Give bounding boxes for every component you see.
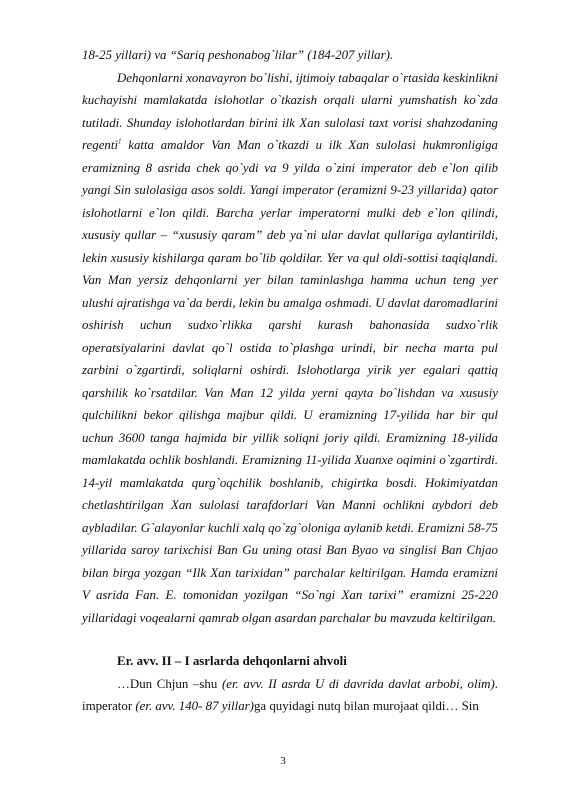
paragraph-reforms-text-a: Dehqonlarni xonavayron bo`lishi, ijtimoiy tabaqalar o`rtasida keskinlikni kuchayishi mamlakatda islohotlar o`tkazish orqali ularni yumshatish ko`zda tutiladi. Shunday islohotlardan birini ilk Xan sulolasi taxt vorisi shahzodaning regenti [82, 70, 498, 152]
paragraph-speech [82, 673, 498, 718]
speech-text-4: (er. avv. 140- 87 yillar) [135, 699, 254, 713]
speech-text-5: ga quyidagi nutq bilan murojaat qildi… Sin [253, 699, 479, 713]
body-text [82, 44, 498, 718]
section-spacer [82, 629, 498, 650]
speech-text-2: (er. avv. II asrda U di davrida davlat arbobi, olim) [221, 676, 495, 691]
top-line: 18-25 yillari) va “Sariq peshonabog`lilar” (184-207 yillar). [82, 48, 394, 62]
section-heading: Er. avv. II – I asrlarda dehqonlarni ahvoli [117, 654, 347, 668]
speech-text-3: . imperator [82, 676, 498, 713]
paragraph-reforms [82, 67, 498, 630]
footnote-marker[interactable]: 1 [118, 137, 122, 146]
paragraph-reforms-text-b: katta amaldor Van Man o`tkazdi u ilk Xan sulolasi hukmronligiga eramizning 8 asrida chek qo`ydi va 9 yilda o`zini imperator deb e`lon qilib yangi Sin sulolasiga asos soldi. Yangi imperator (eramizni 9-23 yillarida) qator islohotlarni e`lon qildi. Barcha yerlar imperatorni mulki deb e`lon qilindi, xususiy qullar – “xususiy qaram” deb ya`ni ular davlat qullariga aylantirildi, lekin xususiy kishilarga qaram bo`lib qoldilar. Yer va qul oldi-sottisi taqiqlandi. Van Man yersiz dehqonlarni yer bilan taminlashga hamma uchun teng yer ulushi ajratishga va`da berdi, lekin bu amalga oshmadi. U davlat daromadlarini oshirish uchun sudxo`rlikka qarshi kurash bahonasida sudxo`rlik operatsiyalarini davlat qo`l ostida to`plashga urindi, bir necha marta pul zarbini o`zgartirdi, soliqlarni oshirdi. Islohotlarga yirik yer egalari qattiq qarshilik ko`rsatdilar. Van Man 12 yilda yerni qayta bo`lishdan va xususiy qulchilikni bekor qilishga majbur qildi. U eramizning 17-yilida har bir qul uchun 3600 tanga hajmida bir yillik soliqni joriy qildi. Eramizning 18-yilida mamlakatda ochlik boshlandi. Eramizning 11-yilida Xuanxe oqimini o`zgartirdi. 14-yil mamlakatda qurg`oqchilik boshlanib, chigirtka bosdi. Hokimiyatdan chetlashtirilgan Xan sulolasi tarafdorlari Van Manni ochlikni aybdori deb aybladilar. G`alayonlar kuchli xalq qo`zg`oloniga aylanib ketdi. Eramizni 58-75 yillarida saroy tarixchisi Ban Gu uning otasi Ban Byao va singlisi Ban Chjao bilan birga yozgan “Ilk Xan tarixidan” parchalar keltirilgan. Hamda eramizni V asrida Fan. E. tomonidan yozilgan “So`ngi Xan tarixi” eramizni 25-220 yillaridagi voqealarni qamrab olgan asardan parchalar bu mavzuda keltirilgan. [82, 138, 498, 625]
page-number: 3 [280, 755, 286, 767]
speech-text-1: …Dun Chjun –shu [117, 676, 222, 691]
